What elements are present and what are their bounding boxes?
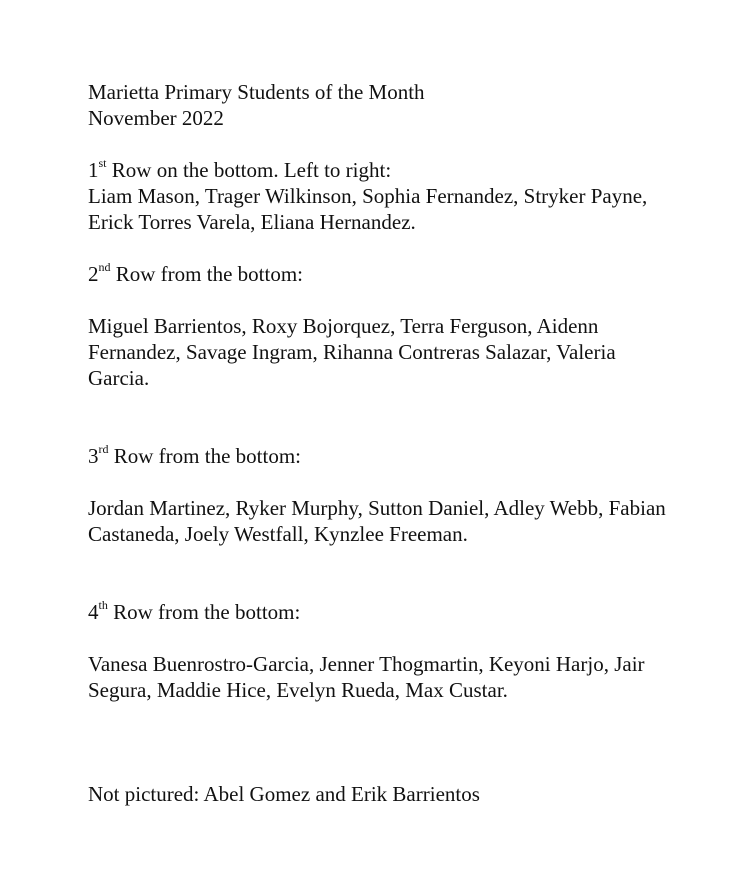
row-3-number: 3 — [88, 444, 99, 468]
row-2-number: 2 — [88, 262, 99, 286]
document-title: Marietta Primary Students of the Month — [88, 80, 425, 104]
row-1-names: Liam Mason, Trager Wilkinson, Sophia Fernandez, Stryker Payne, Erick Torres Varela, Eliana Hernandez. — [88, 184, 648, 234]
row-1-heading — [88, 157, 678, 183]
row-1-heading-text: Row on the bottom. Left to right: — [106, 158, 392, 182]
document-body — [88, 79, 678, 807]
row-3-names: Jordan Martinez, Ryker Murphy, Sutton Daniel, Adley Webb, Fabian Castaneda, Joely Westfall, Kynzlee Freeman. — [88, 496, 666, 546]
row-4-heading — [88, 599, 678, 625]
row-1-ordinal: st — [98, 156, 107, 170]
row-4-number: 4 — [88, 600, 99, 624]
document-date: November 2022 — [88, 106, 224, 130]
row-4-ordinal: th — [98, 598, 108, 612]
row-2-names: Miguel Barrientos, Roxy Bojorquez, Terra Ferguson, Aidenn Fernandez, Savage Ingram, Rihanna Contreras Salazar, Valeria Garcia. — [88, 314, 616, 390]
row-4-heading-text: Row from the bottom: — [107, 600, 301, 624]
row-2-heading-text: Row from the bottom: — [110, 262, 303, 286]
not-pictured-note: Not pictured: Abel Gomez and Erik Barrientos — [88, 782, 480, 806]
row-2-ordinal: nd — [98, 260, 111, 274]
row-2-heading — [88, 261, 678, 287]
row-3-ordinal: rd — [98, 442, 109, 456]
row-3-heading — [88, 443, 678, 469]
row-4-names: Vanesa Buenrostro-Garcia, Jenner Thogmartin, Keyoni Harjo, Jair Segura, Maddie Hice, Evelyn Rueda, Max Custar. — [88, 652, 645, 702]
row-1-number: 1 — [88, 158, 99, 182]
row-3-heading-text: Row from the bottom: — [108, 444, 301, 468]
